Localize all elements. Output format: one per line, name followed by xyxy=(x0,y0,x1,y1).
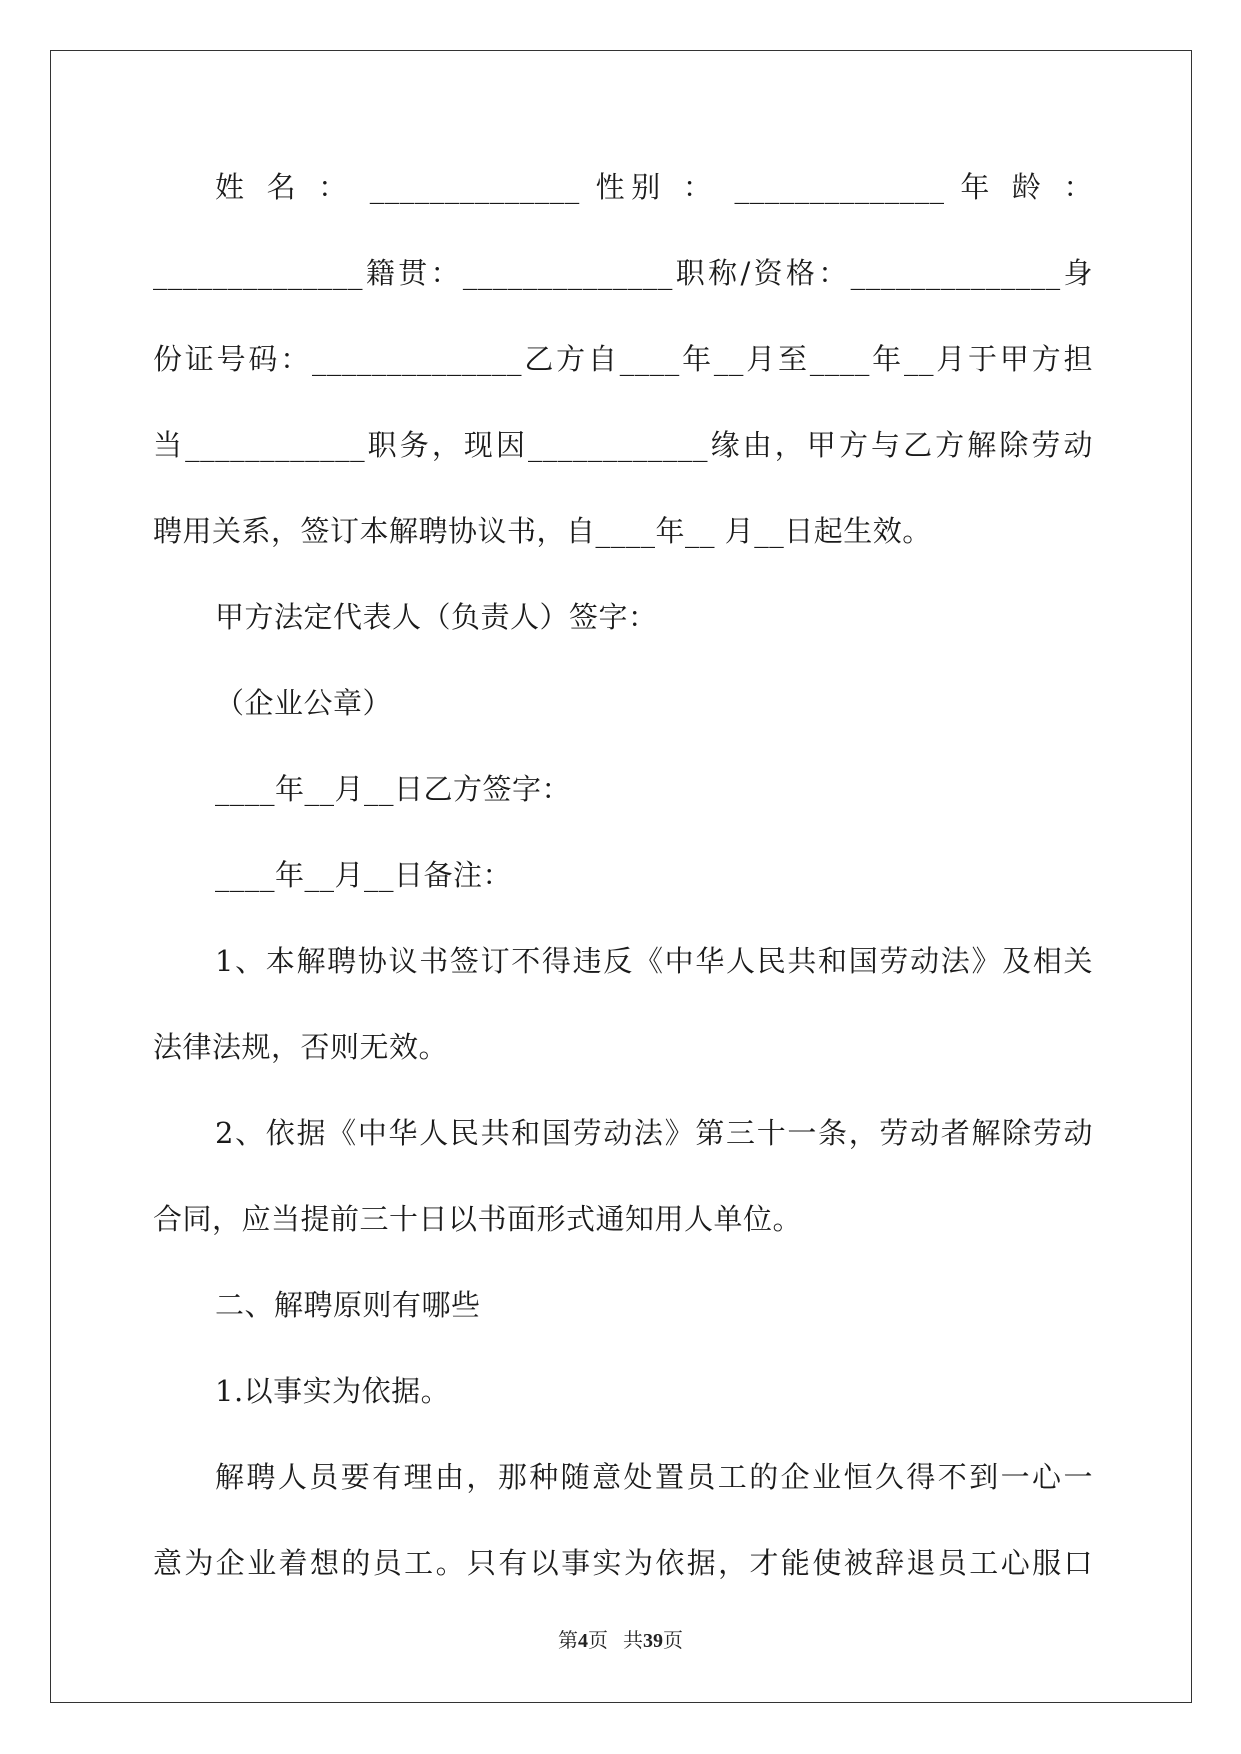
total-page-count: 39 xyxy=(643,1630,663,1652)
footer-total-suffix: 页 xyxy=(663,1630,683,1652)
paragraph-line: ______________籍贯：______________职称/资格：______________身 xyxy=(153,256,1093,290)
paragraph-line: 1、本解聘协议书签订不得违反《中华人民共和国劳动法》及相关 xyxy=(215,944,1093,978)
remarks-line: ____年__月__日备注： xyxy=(215,858,513,892)
paragraph-line: 合同，应当提前三十日以书面形式通知用人单位。 xyxy=(153,1202,803,1236)
paragraph-line: 解聘人员要有理由，那种随意处置员工的企业恒久得不到一心一 xyxy=(215,1460,1093,1494)
paragraph-line: 姓 名 ： ______________ 性别 ： ______________ 年 龄 ： xyxy=(215,170,1093,204)
paragraph-line: 2、依据《中华人民共和国劳动法》第三十一条，劳动者解除劳动 xyxy=(215,1116,1093,1150)
paragraph-line: 聘用关系，签订本解聘协议书，自____年__ 月__日起生效。 xyxy=(153,514,932,548)
current-page-number: 4 xyxy=(578,1630,588,1652)
paragraph-line: 法律法规，否则无效。 xyxy=(153,1030,449,1064)
document-body xyxy=(153,158,1093,1620)
footer-prefix: 第 xyxy=(558,1630,578,1652)
paragraph-line: 份证号码：______________乙方自____年__月至____年__月于甲方担 xyxy=(153,342,1093,376)
paragraph-line: 意为企业着想的员工。只有以事实为依据，才能使被辞退员工心服口 xyxy=(153,1546,1093,1580)
footer-page-suffix: 页 xyxy=(588,1630,608,1652)
signature-line-party-b: ____年__月__日乙方签字： xyxy=(215,772,572,806)
signature-line-party-a: 甲方法定代表人（负责人）签字： xyxy=(215,600,658,634)
paragraph-line: 当____________职务，现因____________缘由，甲方与乙方解除劳动 xyxy=(153,428,1093,462)
page-footer xyxy=(0,1624,1241,1653)
subsection-heading: 1.以事实为依据。 xyxy=(215,1374,451,1408)
section-heading: 二、解聘原则有哪些 xyxy=(215,1288,481,1322)
footer-total-prefix: 共 xyxy=(623,1630,643,1652)
company-seal-line: （企业公章） xyxy=(215,686,393,720)
